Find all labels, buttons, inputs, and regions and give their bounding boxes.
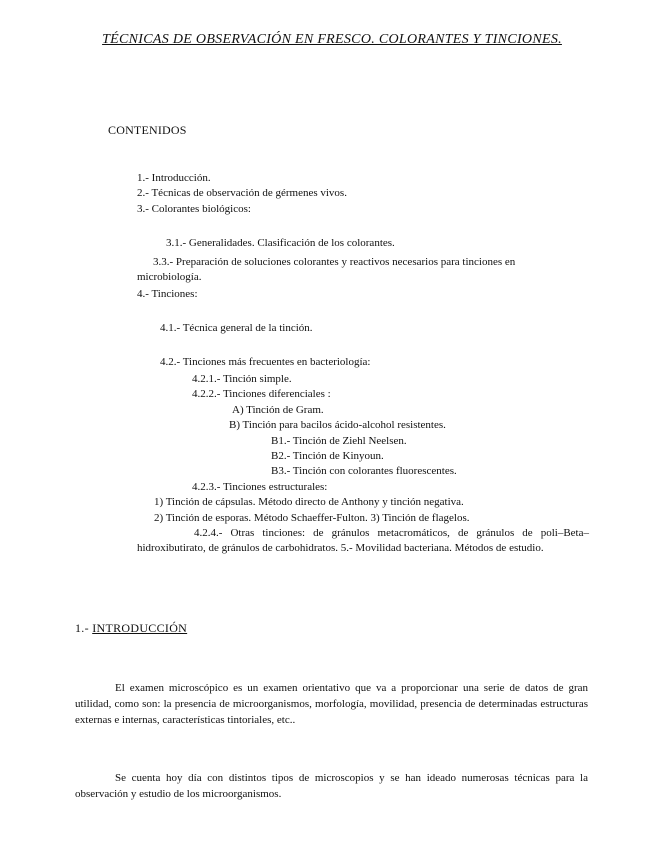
toc-item: 4.2.4.- Otras tinciones: de gránulos metacromáticos, de gránulos de poli–Beta–hidroxibutirato, de gránulos de carbohidratos. 5.- Movilidad bacteriana. Métodos de estudio.: [137, 527, 589, 554]
toc-item: 1.- Introducción.: [137, 172, 211, 184]
toc-item: 2) Tinción de esporas. Método Schaeffer-Fulton. 3) Tinción de flagelos.: [154, 512, 470, 524]
section-title: INTRODUCCIÓN: [92, 621, 188, 635]
toc-item: 4.2.- Tinciones más frecuentes en bacteriología:: [160, 356, 371, 368]
toc-item: 2.- Técnicas de observación de gérmenes vivos.: [137, 187, 347, 199]
toc-item: 3.- Colorantes biológicos:: [137, 203, 251, 215]
body-paragraph: El examen microscópico es un examen orientativo que va a proporcionar una serie de datos de gran utilidad, como son: la presencia de microorganismos, morfología, movilidad, presencia de determinadas estructuras externas e internas, características tintoriales, etc..: [75, 682, 588, 726]
document-title: TÉCNICAS DE OBSERVACIÓN EN FRESCO. COLORANTES Y TINCIONES.: [102, 32, 562, 47]
section-number: 1.-: [75, 621, 93, 635]
toc-item: 4.2.1.- Tinción simple.: [192, 373, 292, 385]
toc-item: 4.1.- Técnica general de la tinción.: [160, 322, 313, 334]
toc-item: B1.- Tinción de Ziehl Neelsen.: [271, 435, 407, 447]
toc-item: B3.- Tinción con colorantes fluorescentes.: [271, 465, 457, 477]
toc-item: 4.2.2.- Tinciones diferenciales :: [192, 388, 331, 400]
toc-item: 3.1.- Generalidades. Clasificación de los colorantes.: [166, 237, 395, 249]
body-paragraph: Se cuenta hoy día con distintos tipos de microscopios y se han ideado numerosas técnicas para la observación y estudio de los microorganismos.: [75, 772, 588, 800]
toc-item: 4.2.3.- Tinciones estructurales:: [192, 481, 328, 493]
toc-item: 4.- Tinciones:: [137, 288, 198, 300]
contents-heading: CONTENIDOS: [108, 123, 187, 137]
toc-item: 3.3.- Preparación de soluciones colorantes y reactivos necesarios para tinciones en microbiología.: [137, 256, 516, 283]
toc-item: B2.- Tinción de Kinyoun.: [271, 450, 384, 462]
toc-item: 1) Tinción de cápsulas. Método directo de Anthony y tinción negativa.: [154, 496, 464, 508]
toc-item: B) Tinción para bacilos ácido-alcohol resistentes.: [229, 419, 446, 431]
toc-item: A) Tinción de Gram.: [232, 404, 324, 416]
section-heading: [75, 621, 187, 636]
